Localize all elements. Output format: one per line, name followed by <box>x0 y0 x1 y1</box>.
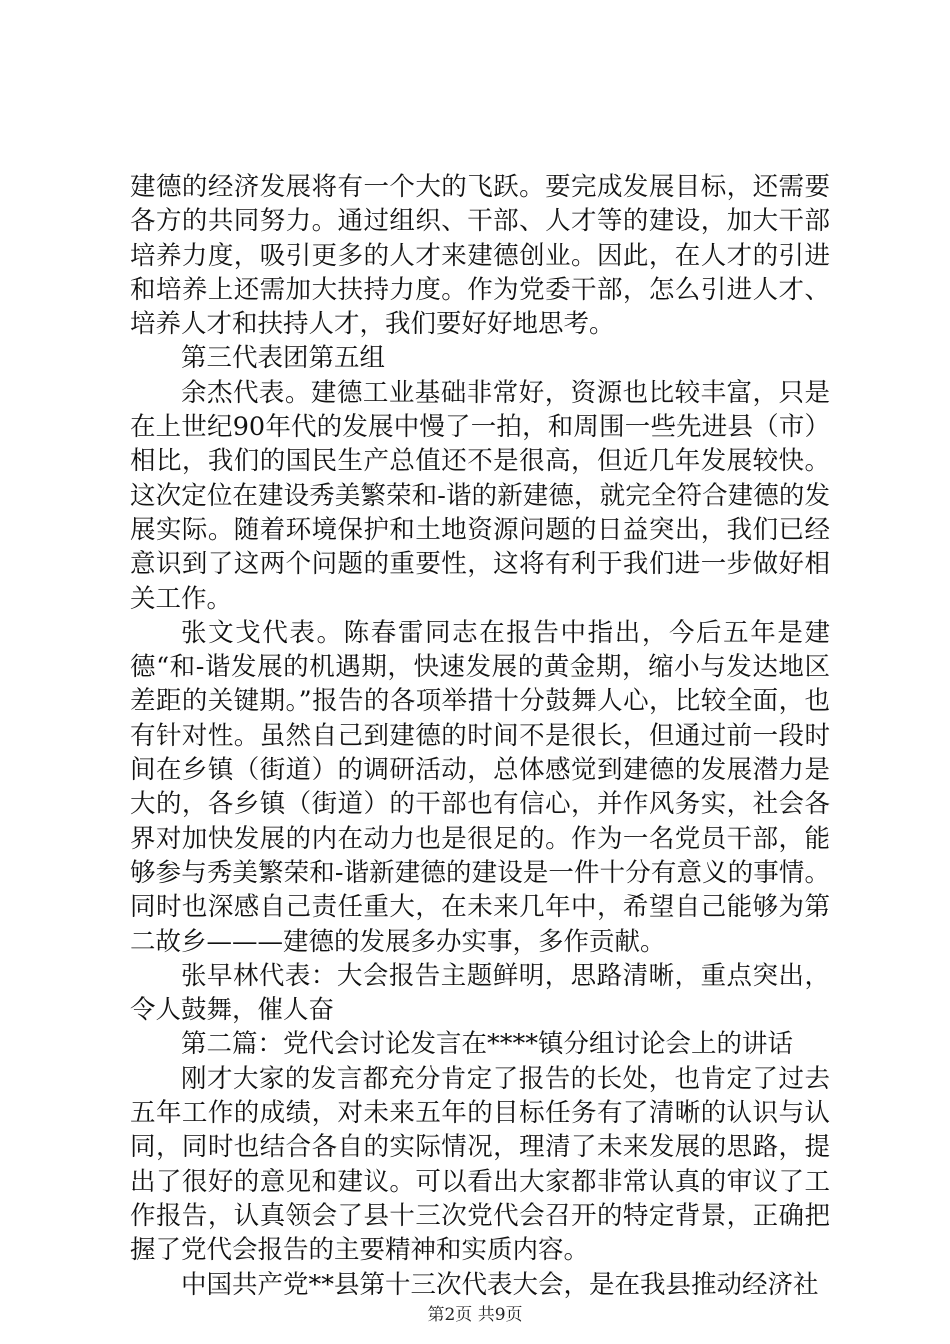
paragraph-1: 建德的经济发展将有一个大的飞跃。要完成发展目标，还需要各方的共同努力。通过组织、干部、人才等的建设，加大干部培养力度，吸引更多的人才来建德创业。因此，在人才的引进和培养上还需加大扶持力度。作为党委干部，怎么引进人才、培养人才和扶持人才，我们要好好地思考。 <box>130 172 830 340</box>
document-body <box>130 170 830 1302</box>
paragraph-3: 余杰代表。建德工业基础非常好，资源也比较丰富，只是在上世纪90年代的发展中慢了一拍，和周围一些先进县（市）相比，我们的国民生产总值还不是很高，但近几年发展较快。这次定位在建设秀美繁荣和-谐的新建德，就完全符合建德的发展实际。随着环境保护和土地资源问题的日益突出，我们已经意识到了这两个问题的重要性，这将有利于我们进一步做好相关工作。 <box>130 377 830 614</box>
chapter-heading: 第二篇：党代会讨论发言在****镇分组讨论会上的讲话 <box>181 1029 794 1060</box>
paragraph-5: 张早林代表：大会报告主题鲜明，思路清晰，重点突出，令人鼓舞，催人奋 <box>130 960 830 1026</box>
paragraph-4: 张文戈代表。陈春雷同志在报告中指出，今后五年是建德“和-谐发展的机遇期，快速发展的黄金期，缩小与发达地区差距的关键期。”报告的各项举措十分鼓舞人心，比较全面，也有针对性。虽然自己到建德的时间不是很长，但通过前一段时间在乡镇（街道）的调研活动，总体感觉到建德的发展潜力是大的，各乡镇（街道）的干部也有信心，并作风务实，社会各界对加快发展的内在动力也是很足的。作为一名党员干部，能够参与秀美繁荣和-谐新建德的建设是一件十分有意义的事情。同时也深感自己责任重大，在未来几年中，希望自己能够为第二故乡———建德的发展多办实事，多作贡献。 <box>130 617 830 957</box>
paragraph-7: 刚才大家的发言都充分肯定了报告的长处，也肯定了过去五年工作的成绩，对未来五年的目标任务有了清晰的认识与认同，同时也结合各自的实际情况，理清了未来发展的思路，提出了很好的意见和建议。可以看出大家都非常认真的审议了工作报告，认真领会了县十三次党代会召开的特定背景，正确把握了党代会报告的主要精神和实质内容。 <box>130 1063 830 1266</box>
page-number-footer: 第2页 共9页 <box>427 1305 523 1325</box>
section-heading-group: 第三代表团第五组 <box>181 343 386 374</box>
paragraph-8: 中国共产党**县第十三次代表大会，是在我县推动经济社 <box>181 1269 819 1300</box>
